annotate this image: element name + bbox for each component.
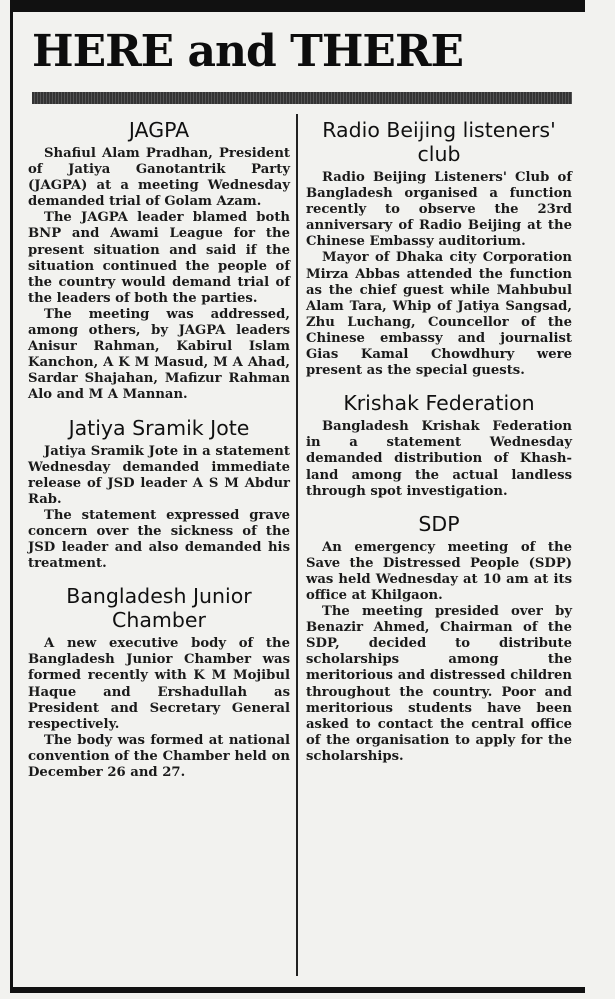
article-krishak-federation	[306, 391, 572, 499]
left-column	[28, 118, 290, 793]
article-heading: Bangladesh Junior Chamber	[66, 584, 252, 633]
article-heading: Krishak Federation	[343, 391, 535, 416]
masthead-title: HERE and THERE	[32, 26, 464, 77]
article-paragraph: The meeting presided over by Benazir Ahmed, Chairman of the SDP, decided to distribute scholarships among the meritorious and distressed children throughout the country. Poor and meritorious students have been asked to contact the central office of the organisation to apply for the scholarships.	[306, 604, 572, 764]
article-radio-beijing	[306, 118, 572, 379]
article-heading: Jatiya Sramik Jote	[68, 415, 250, 440]
article-paragraph: Radio Beijing Listeners' Club of Bangladesh organised a function recently to observe the 23rd anniversary of Radio Beijing at the Chinese Embassy auditorium.	[306, 170, 572, 250]
article-heading: JAGPA	[128, 118, 190, 142]
article-paragraph: An emergency meeting of the Save the Distressed People (SDP) was held Wednesday at 10 am at its office at Khilgaon.	[306, 539, 572, 603]
article-paragraph: Mayor of Dhaka city Corporation Mirza Abbas attended the function as the chief guest while Mahbubul Alam Tara, Whip of Jatiya Sangsad, Zhu Luchang, Councellor of the Chinese embassy and journalist Gias Kamal Chowdhury were present as the special guests.	[306, 250, 572, 379]
article-paragraph: The JAGPA leader blamed both BNP and Awami League for the present situation and said if the situation continued the people of the country would demand trial of the leaders of both the parties.	[28, 210, 290, 306]
article-jagpa	[28, 118, 290, 404]
article-paragraph: Shafiul Alam Pradhan, President of Jatiya Ganotantrik Party (JAGPA) at a meeting Wednesday demanded trial of Golam Azam.	[28, 146, 290, 210]
article-paragraph: Jatiya Sramik Jote in a statement Wednesday demanded immediate release of JSD leader A S M Abdur Rab.	[28, 443, 290, 507]
article-paragraph: The statement expressed grave concern over the sickness of the JSD leader and also demanded his treatment.	[28, 507, 290, 572]
article-paragraph: A new executive body of the Bangladesh Junior Chamber was formed recently with K M Mojibul Haque and Ershadullah as President and Secretary General respectively.	[28, 636, 290, 732]
article-paragraph: The body was formed at national convention of the Chamber held on December 26 and 27.	[28, 732, 290, 780]
article-paragraph: Bangladesh Krishak Federation in a statement Wednesday demanded distribution of Khash-land among the actual landless through spot investigation.	[306, 419, 572, 499]
article-paragraph: The meeting was addressed, among others, by JAGPA leaders Anisur Rahman, Kabirul Islam Kanchon, A K M Masud, M A Ahad, Sardar Shajahan, Mafizur Rahman Alo and M A Mannan.	[28, 306, 290, 403]
article-heading: SDP	[418, 511, 460, 536]
top-rule	[10, 0, 585, 12]
article-sdp	[306, 512, 572, 765]
article-bangladesh-junior-chamber	[28, 584, 290, 781]
bottom-rule	[10, 987, 585, 993]
column-divider	[296, 114, 298, 976]
right-column	[306, 118, 572, 777]
masthead-rule	[32, 92, 572, 104]
article-heading: Radio Beijing listeners' club	[322, 118, 556, 166]
article-jatiya-sramik-jote	[28, 416, 290, 573]
